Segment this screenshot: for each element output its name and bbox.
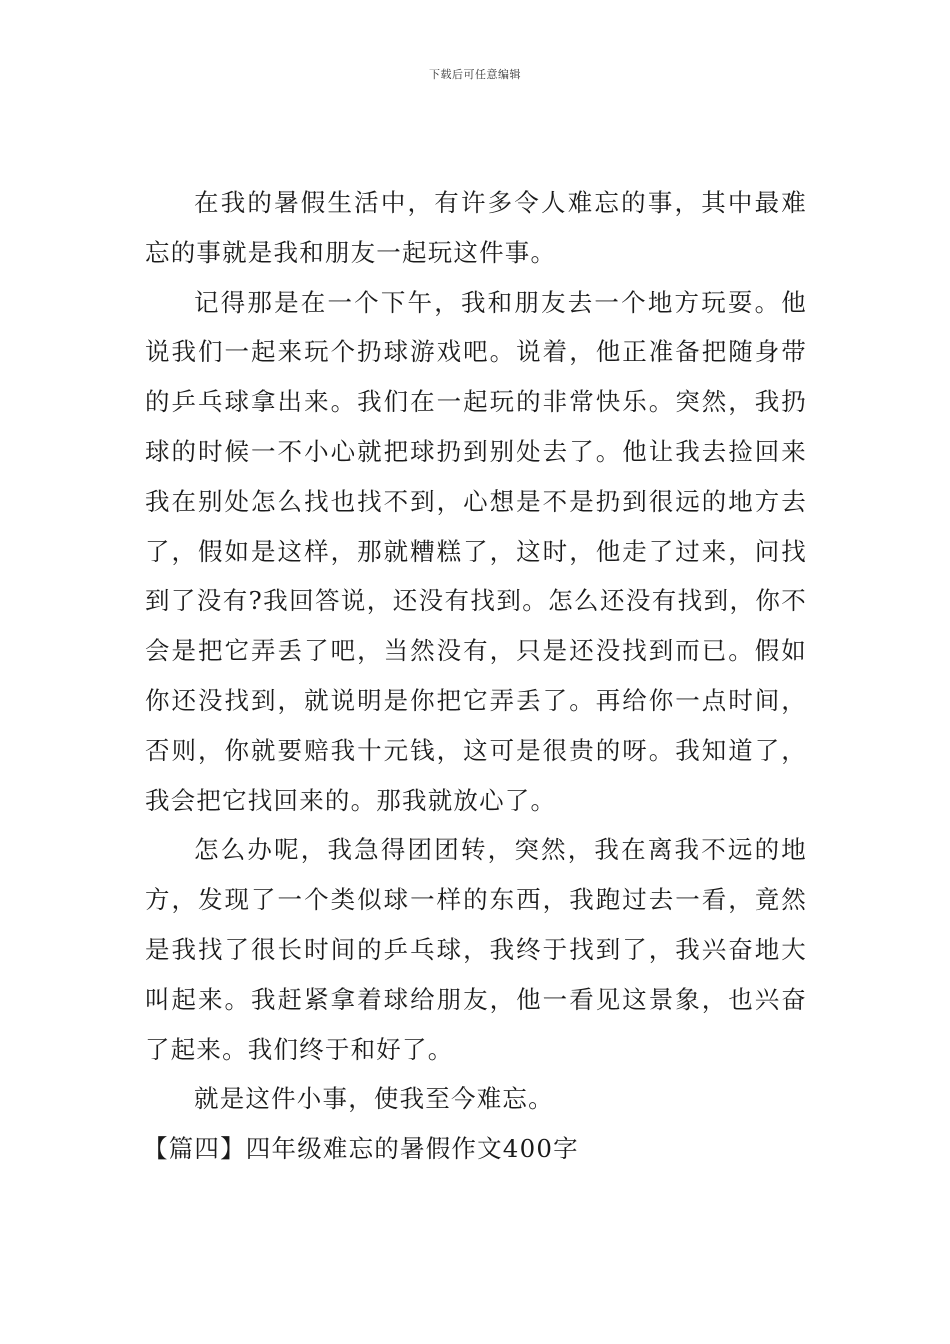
paragraph: 记得那是在一个下午，我和朋友去一个地方玩耍。他说我们一起来玩个扔球游戏吧。说着，他正准备把随身带的乒乓球拿出来。我们在一起玩的非常快乐。突然，我扔球的时候一不小心就把球扔到别处去了。他让我去捡回来我在别处怎么找也找不到，心想是不是扔到很远的地方去了，假如是这样，那就糟糕了，这时，他走了过来，问找到了没有?我回答说，还没有找到。怎么还没有找到，你不会是把它弄丢了吧，当然没有，只是还没找到而已。假如你还没找到，就说明是你把它弄丢了。再给你一点时间，否则，你就要赔我十元钱，这可是很贵的呀。我知道了，我会把它找回来的。那我就放心了。: [145, 287, 807, 815]
paragraph: 怎么办呢，我急得团团转，突然，我在离我不远的地方，发现了一个类似球一样的东西，我跑过去一看，竟然是我找了很长时间的乒乓球，我终于找到了，我兴奋地大叫起来。我赶紧拿着球给朋友，他一看见这景象，也兴奋了起来。我们终于和好了。: [145, 835, 807, 1064]
document-body: [145, 178, 807, 1174]
paragraph: 就是这件小事，使我至今难忘。: [194, 1084, 554, 1114]
section-heading: 【篇四】四年级难忘的暑假作文400字: [143, 1134, 579, 1164]
paragraph: 在我的暑假生活中，有许多令人难忘的事，其中最难忘的事就是我和朋友一起玩这件事。: [145, 188, 807, 267]
header-note: 下载后可任意编辑: [429, 68, 521, 81]
